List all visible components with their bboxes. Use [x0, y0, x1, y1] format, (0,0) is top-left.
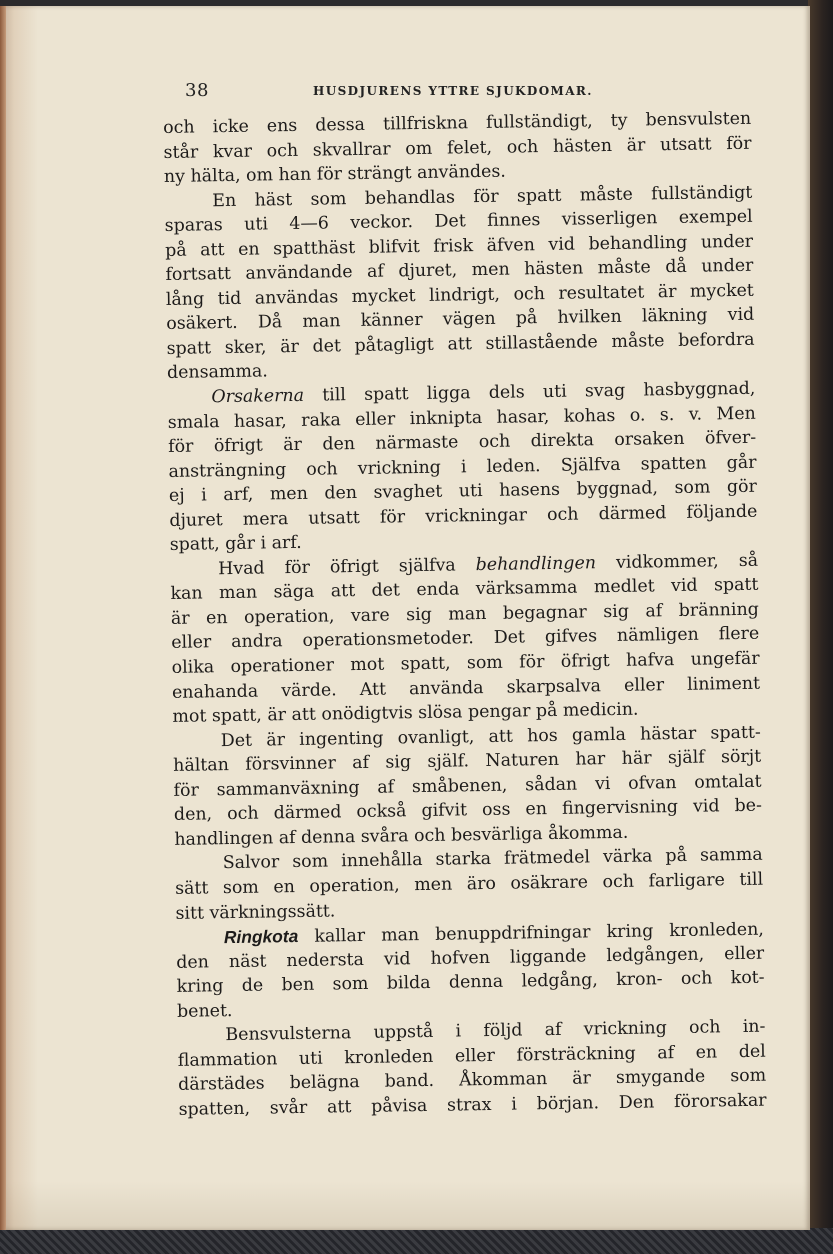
page-binding-edge — [0, 6, 6, 1230]
text-line: sätt som en operation, men äro osäkrare och farligare till — [174, 869, 764, 899]
text-line: den, och därmed också gifvit oss en fingervisning vid be- — [173, 795, 763, 826]
text-span: vidkommer, så — [595, 550, 759, 574]
text-span: Hvad för öfrigt själfva — [217, 554, 476, 580]
text-line: En häst som behandlas för spatt måste fullständigt — [212, 182, 753, 211]
text-line: sitt värkningssätt. — [175, 900, 336, 924]
emphasis-term: Orsakerna — [211, 385, 305, 408]
text-line: mot spatt, är att onödigtvis slösa pengar på medicin. — [172, 699, 639, 728]
text-line: densamma. — [166, 361, 268, 384]
page-number: 38 — [185, 80, 209, 101]
text-line: spatten, svår att påvisa strax i början. Den förorsakar — [178, 1090, 767, 1120]
text-line: därstädes belägna band. Åkomman är smygande som — [178, 1065, 767, 1096]
text-line: ansträngning och vrickning i leden. Själfva spatten går — [168, 452, 757, 482]
text-line: lång tid användas mycket lindrigt, och resultatet är mycket — [165, 280, 754, 310]
text-line: på att en spatthäst blifvit frisk äfven vid behandling under — [164, 231, 754, 261]
text-line: flammation uti kronleden eller försträckning af en del — [177, 1041, 766, 1071]
text-span: kallar man benuppdrifningar kring kronleden, — [298, 919, 765, 948]
text-line: hältan försvinner af sig själf. Naturen har här själf sörjt — [173, 746, 762, 777]
text-line: kring de ben som bilda denna ledgång, kron- och kot- — [176, 967, 765, 998]
text-line: osäkert. Då man känner vägen på hvilken läkning vid — [166, 305, 755, 335]
text-line: smala hasar, raka eller inknipta hasar, kohas o. s. v. Men — [167, 403, 756, 433]
text-line: enahanda värde. Att använda skarpsalva eller liniment — [171, 673, 761, 703]
text-span: till spatt ligga dels uti svag hasbyggnad, — [303, 378, 756, 406]
text-line: ny hälta, om han för strängt användes. — [163, 161, 506, 188]
text-line: spatt, går i arf. — [169, 533, 302, 556]
running-head: HUSDJURENS YTTRE SJUKDOMAR. — [313, 84, 593, 98]
text-line: och icke ens dessa tillfriskna fullständigt, ty bensvulsten — [163, 108, 752, 138]
text-line: spatt sker, är det påtagligt att stillastående måste befordra — [166, 329, 755, 359]
background-right-edge — [808, 0, 833, 1254]
text-line: är en operation, vare sig man begagnar sig af bränning — [170, 599, 759, 629]
text-line: eller andra operationsmetoder. Det gifves nämligen flere — [171, 624, 760, 654]
emphasis-term: behandlingen — [475, 553, 597, 575]
text-line: benet. — [176, 1000, 233, 1022]
book-page — [0, 6, 810, 1230]
text-line: ej i arf, men den svaghet uti hasens byggnad, som gör — [168, 476, 758, 507]
text-line: Salvor som innehålla starka frätmedel värka på samma — [222, 845, 763, 874]
text-line: Det är ingenting ovanligt, att hos gamla hästar spatt- — [220, 722, 761, 751]
page-header — [185, 80, 745, 104]
emphasis-term: Ringkota — [223, 926, 299, 948]
text-line: för sammanväxning af småbenen, sådan vi ofvan omtalat — [173, 771, 762, 801]
text-line: står kvar och skvallrar om felet, och hästen är utsatt för — [163, 133, 752, 163]
text-line: kan man säga att det enda värksamma medlet vid spatt — [170, 575, 759, 605]
text-line: den näst nedersta vid hofven liggande ledgången, eller — [176, 943, 765, 973]
text-line: olika operationer mot spatt, som för öfrigt hafva ungefär — [171, 648, 760, 678]
background-bottom-fabric — [0, 1228, 833, 1254]
text-line: fortsatt användande af djuret, men hästen måste då under — [165, 256, 754, 286]
body-text — [163, 107, 767, 1123]
text-line: sparas uti 4—6 veckor. Det finnes visserligen exempel — [164, 206, 753, 237]
text-line: för öfrigt är den närmaste och direkta orsaken öfver- — [168, 427, 757, 458]
text-line: Bensvulsterna uppstå i följd af vrickning och in- — [225, 1016, 766, 1046]
text-line: handlingen af denna svåra och besvärliga åkomma. — [174, 822, 629, 850]
text-line: djuret mera utsatt för vrickningar och därmed följande — [169, 501, 758, 531]
